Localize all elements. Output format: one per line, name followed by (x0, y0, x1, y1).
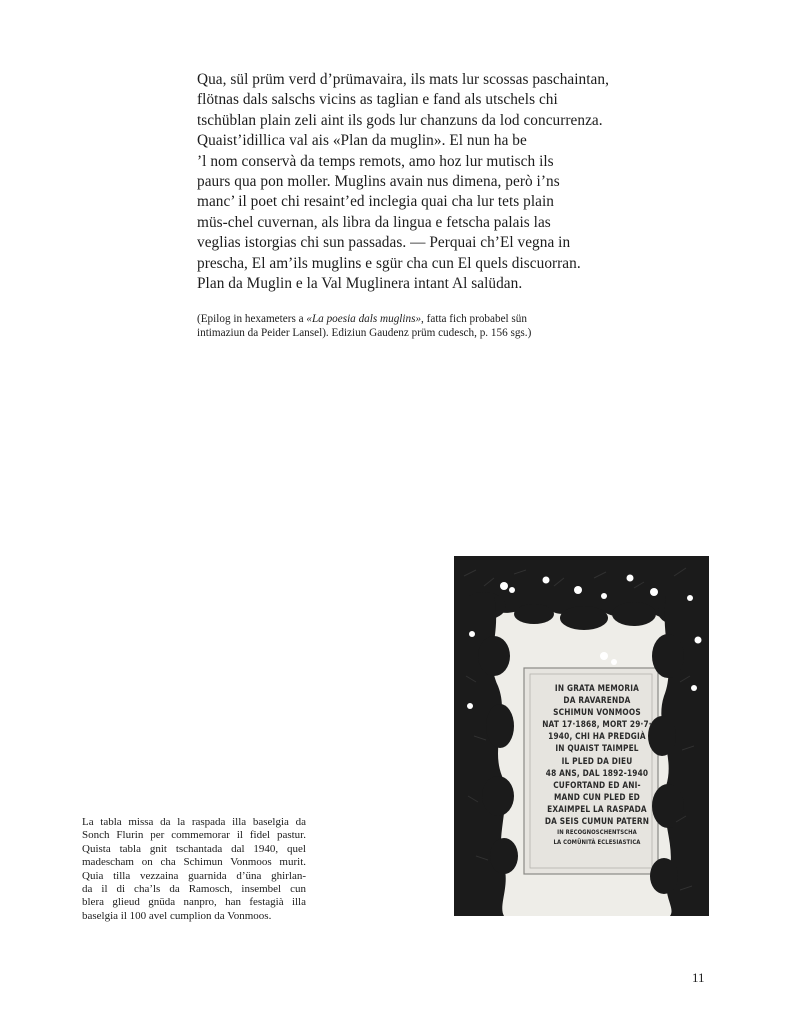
caption-line: baselgia il 100 avel cumplion da Vonmoos. (82, 909, 272, 922)
source-note-title: «La poesia dals muglins» (306, 313, 422, 325)
caption-line: Sonch Flurin per commemorar il fidel pastur. (82, 829, 306, 842)
poem-line: müs-chel cuvernan, als libra da lingua e fetscha palais las (197, 213, 551, 231)
caption-line: madescham on cha Schimun Vonmoos murit. (82, 856, 306, 869)
poem-line: flötnas dals salschs vicins as taglian e fand als utschels chi (197, 91, 558, 109)
source-note-suffix: , fatta fich probabel sün (421, 313, 527, 325)
caption-line: blera glieud gnüda nanpro, han festagià illa (82, 896, 306, 909)
caption-line: Quia tilla vezzaina guarnida d’üna ghirlan- (82, 869, 306, 882)
plaque-line-small: IN RECOGNOSCHENTSCHA (557, 829, 637, 837)
poem-line: Plan da Muglin e la Val Muglinera intant Al salüdan. (197, 275, 523, 293)
plaque-line-small: LA COMÜNITÀ ECLESIASTICA (553, 839, 641, 847)
source-note-line (197, 312, 657, 326)
plaque-line: MAND CUN PLED ED (554, 792, 640, 803)
caption-line: La tabla missa da la raspada illa baselgia da (82, 816, 306, 828)
poem-line: tschüblan plain zeli aint ils gods lur chanzuns da lod concurrenza. (197, 111, 603, 129)
plaque-line: 48 ANS, DAL 1892-1940 (545, 768, 649, 779)
source-note-line: intimaziun da Peider Lansel). Ediziun Gaudenz prüm cudesch, p. 156 sgs.) (197, 327, 532, 340)
plaque-line: IL PLED DA DIEU (561, 756, 633, 767)
plaque-line: NAT 17·1868, MORT 29·7· (542, 720, 652, 731)
poem-line: manc’ il poet chi resaint’ed inclegia quai cha lur tets plain (197, 193, 555, 211)
plaque-line: 1940, CHI HA PREDGIÀ (548, 732, 646, 743)
page-number: 11 (692, 970, 705, 985)
caption-line: Quista tabla gnit tschantada dal 1940, quel (82, 842, 306, 855)
plaque-line: DA RAVARENDA (563, 696, 631, 707)
plaque-line: CUFORTAND ED ANI- (553, 780, 641, 791)
plaque-line: IN GRATA MEMORIA (554, 684, 640, 694)
source-note-prefix: (Epilog in hexameters a (197, 313, 307, 325)
source-note (197, 312, 657, 340)
poem-line: prescha, El am’ils muglins e sgür cha cun El quels discuorran. (197, 254, 581, 272)
poem-text (197, 70, 657, 294)
photo-caption (82, 816, 306, 923)
plaque-line: SCHIMUN VONMOOS (553, 708, 641, 719)
poem-line: paurs qua pon moller. Muglins avain nus dimena, però i’ns (197, 173, 560, 191)
poem-line: veglias istorgias chi sun passadas. — Perquai ch’El vegna in (197, 234, 571, 252)
poem-line: Qua, sül prüm verd d’prümavaira, ils mats lur scossas paschaintan, (197, 71, 609, 88)
poem-line: ’l nom conservà da temps remots, amo hoz lur mutisch ils (197, 152, 554, 170)
poem-line: Quaist’idillica val ais «Plan da muglin». El nun ha be (197, 132, 527, 150)
plaque-line: EXAIMPEL LA RASPADA (547, 804, 647, 815)
plaque-inscription (532, 683, 662, 848)
plaque-line: DA SEIS CUMUN PATERN (544, 817, 650, 828)
caption-line: da il di cha’ls da Ramosch, insembel cun (82, 883, 306, 896)
plaque-line: IN QUAIST TAIMPEL (555, 744, 639, 755)
